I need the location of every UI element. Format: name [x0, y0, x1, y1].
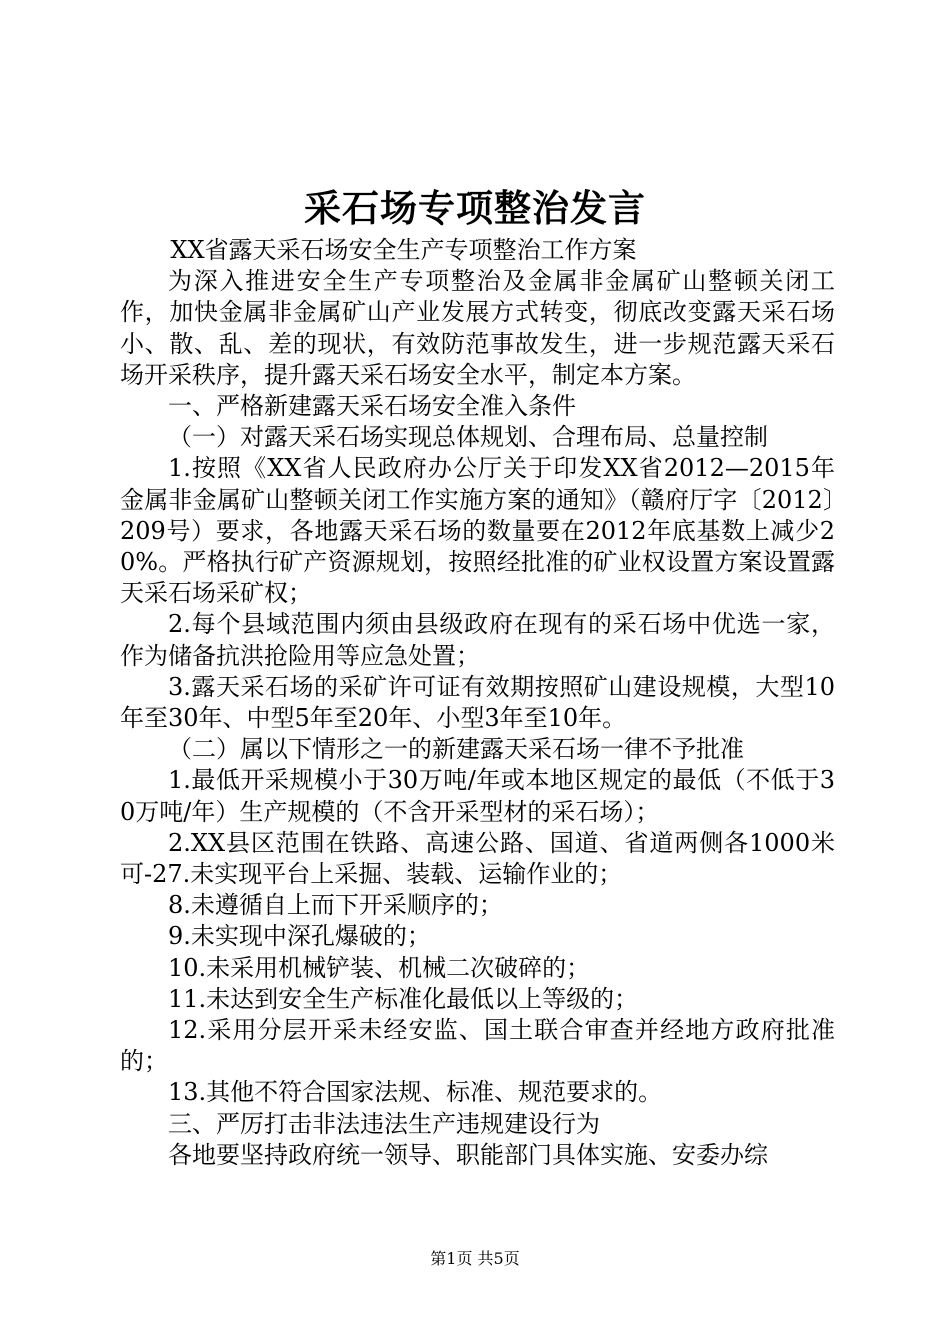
page-footer: 第1页 共5页 [430, 1249, 520, 1268]
paragraph: 为深入推进安全生产专项整治及金属非金属矿山整顿关闭工作，加快金属非金属矿山产业发展方式转变，彻底改变露天采石场小、散、乱、差的现状，有效防范事故发生，进一步规范露天采石场开采秩序，提升露天采石场安全水平，制定本方案。 [120, 267, 835, 389]
paragraph: 3.露天采石场的采矿许可证有效期按照矿山建设规模，大型10年至30年、中型5年至20年、小型3年至10年。 [120, 672, 835, 733]
paragraph: 各地要坚持政府统一领导、职能部门具体实施、安委办综 [168, 1140, 768, 1169]
paragraph: 12.采用分层开采未经安监、国土联合审查并经地方政府批准的； [120, 1016, 835, 1076]
paragraph: 9.未实现中深孔爆破的； [168, 922, 431, 951]
paragraph: 13.其他不符合国家法规、标准、规范要求的。 [168, 1078, 663, 1107]
paragraph: 1.最低开采规模小于30万吨/年或本地区规定的最低（不低于30万吨/年）生产规模的（不含开采型材的采石场）； [120, 766, 835, 826]
paragraph: 2.每个县域范围内须由县级政府在现有的采石场中优选一家，作为储备抗洪抢险用等应急处置； [120, 610, 835, 670]
paragraph: 11.未达到安全生产标准化最低以上等级的； [168, 984, 639, 1013]
paragraph: XX省露天采石场安全生产专项整治工作方案 [170, 236, 637, 264]
section-heading: 一、严格新建露天采石场安全准入条件 [168, 392, 576, 421]
document-body [120, 235, 835, 1171]
subsection-heading: （二）属以下情形之一的新建露天采石场一律不予批准 [168, 735, 744, 764]
paragraph: 10.未采用机械铲装、机械二次破碎的； [168, 953, 591, 982]
paragraph: 8.未遵循自上而下开采顺序的； [168, 891, 503, 920]
document-title: 采石场专项整治发言 [304, 186, 646, 230]
paragraph: 2.XX县区范围在铁路、高速公路、国道、省道两侧各1000米可-27.未实现平台上采掘、装载、运输作业的； [120, 828, 835, 889]
subsection-heading: （一）对露天采石场实现总体规划、合理布局、总量控制 [168, 423, 768, 452]
paragraph: 1.按照《XX省人民政府办公厅关于印发XX省2012—2015年金属非金属矿山整顿关闭工作实施方案的通知》（赣府厅字〔2012〕209号）要求，各地露天采石场的数量要在2012年底基数上减少20%。严格执行矿产资源规划，按照经批准的矿业权设置方案设置露天采石场采矿权； [120, 454, 835, 608]
section-heading: 三、严厉打击非法违法生产违规建设行为 [168, 1109, 600, 1138]
